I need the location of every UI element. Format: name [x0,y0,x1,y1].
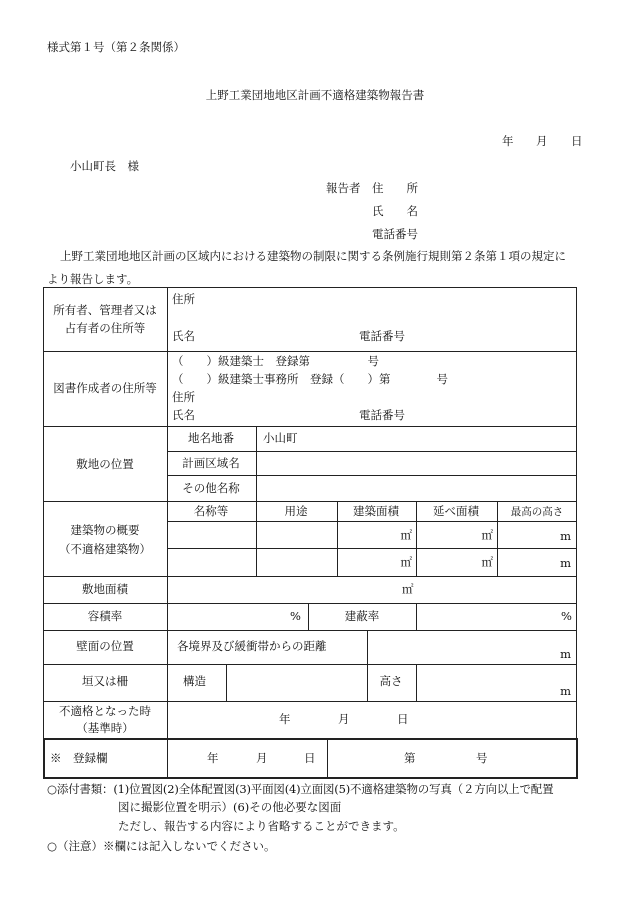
fence-unit: m [560,684,571,698]
nonconform-day: 日 [397,712,409,726]
site-area-unit: ㎡ [402,582,414,596]
drafter-office: （ ）級建築士事務所 登録（ ）第 号 [172,372,448,386]
far-label: 容積率 [87,609,123,623]
attachments-line2: 図に撮影位置を明示）(6)その他必要な図面 [118,800,342,814]
owner-label-1: 所有者、管理者又は [53,303,157,317]
registry-no-suffix: 号 [476,751,488,765]
nonconform-label-1: 不適格となった時 [59,704,151,718]
owner-address: 住所 [172,292,195,306]
attachments-line1: ○添付書類：(1)位置図(2)全体配置図(3)平面図(4)立面図(5)不適格建築物の写真（２方向以上で配置 [47,782,554,796]
nonconform-month: 月 [338,712,350,726]
drafter-label: 図書作成者の住所等 [53,381,157,395]
building-header-area: 建築面積 [353,504,399,518]
fence-height-label: 高さ [379,674,403,688]
reporter-name-label: 氏 名 [372,204,418,218]
page-title: 上野工業団地地区計画不適格建築物報告書 [205,88,425,102]
form-number: 様式第１号（第２条関係） [47,40,185,54]
building-floor-unit-2: ㎡ [481,555,493,569]
building-header-use: 用途 [284,504,308,518]
nonconform-year: 年 [279,712,291,726]
site-lot-value: 小山町 [263,431,298,445]
coverage-unit: % [561,609,572,623]
note: ○（注意）※欄には記入しないでください。 [47,839,276,853]
fence-structure-label: 構造 [183,674,206,688]
owner-label-2: 占有者の住所等 [64,321,146,335]
drafter-phone: 電話番号 [359,408,405,422]
site-district-label: 計画区域名 [182,456,240,470]
far-unit: % [290,609,301,623]
reporter-label: 報告者 [326,181,361,195]
building-height-unit-1: m [560,529,571,543]
wall-desc: 各境界及び緩衝帯からの距離 [177,639,327,653]
building-header-height: 最高の高さ [510,506,564,518]
fence-label: 垣又は柵 [82,674,128,688]
building-area-unit-2: ㎡ [400,555,412,569]
wall-label: 壁面の位置 [76,639,134,653]
drafter-address: 住所 [172,390,195,404]
intro-line2: より報告します。 [47,272,139,286]
wall-unit: m [560,647,571,661]
drafter-architect: （ ）級建築士 登録第 号 [172,354,379,368]
reporter-address-label: 住 所 [372,181,418,195]
building-header-floor: 延べ面積 [433,504,479,518]
building-area-unit-1: ㎡ [400,528,412,542]
drafter-name: 氏名 [172,408,195,422]
building-label-1: 建築物の概要 [70,523,140,537]
registry-no-prefix: 第 [404,751,416,765]
building-header-name: 名称等 [193,504,229,518]
registry-day: 日 [304,751,316,765]
site-label: 敷地の位置 [76,457,134,471]
owner-name: 氏名 [172,329,195,343]
registry-label: ※ 登録欄 [50,751,108,765]
building-floor-unit-1: ㎡ [481,528,493,542]
date-day: 日 [571,134,583,148]
registry-year: 年 [207,751,219,765]
site-area-label: 敷地面積 [82,582,128,596]
addressee: 小山町長 様 [70,159,139,173]
registry-month: 月 [256,751,268,765]
nonconform-label-2: （基準時） [76,721,134,735]
owner-phone: 電話番号 [359,329,405,343]
site-other-label: その他名称 [182,481,240,495]
building-label-2: （不適格建築物） [59,542,151,556]
intro-line1: 上野工業団地地区計画の区域内における建築物の制限に関する条例施行規則第２条第１項の規定に [60,249,566,263]
building-height-unit-2: m [560,556,571,570]
attachments-line3: ただし、報告する内容により省略することができます。 [118,819,405,833]
site-lot-label: 地名地番 [188,431,234,445]
coverage-label: 建蔽率 [344,609,380,623]
date-month: 月 [536,134,548,148]
reporter-phone-label: 電話番号 [372,227,418,241]
date-year: 年 [502,134,514,148]
